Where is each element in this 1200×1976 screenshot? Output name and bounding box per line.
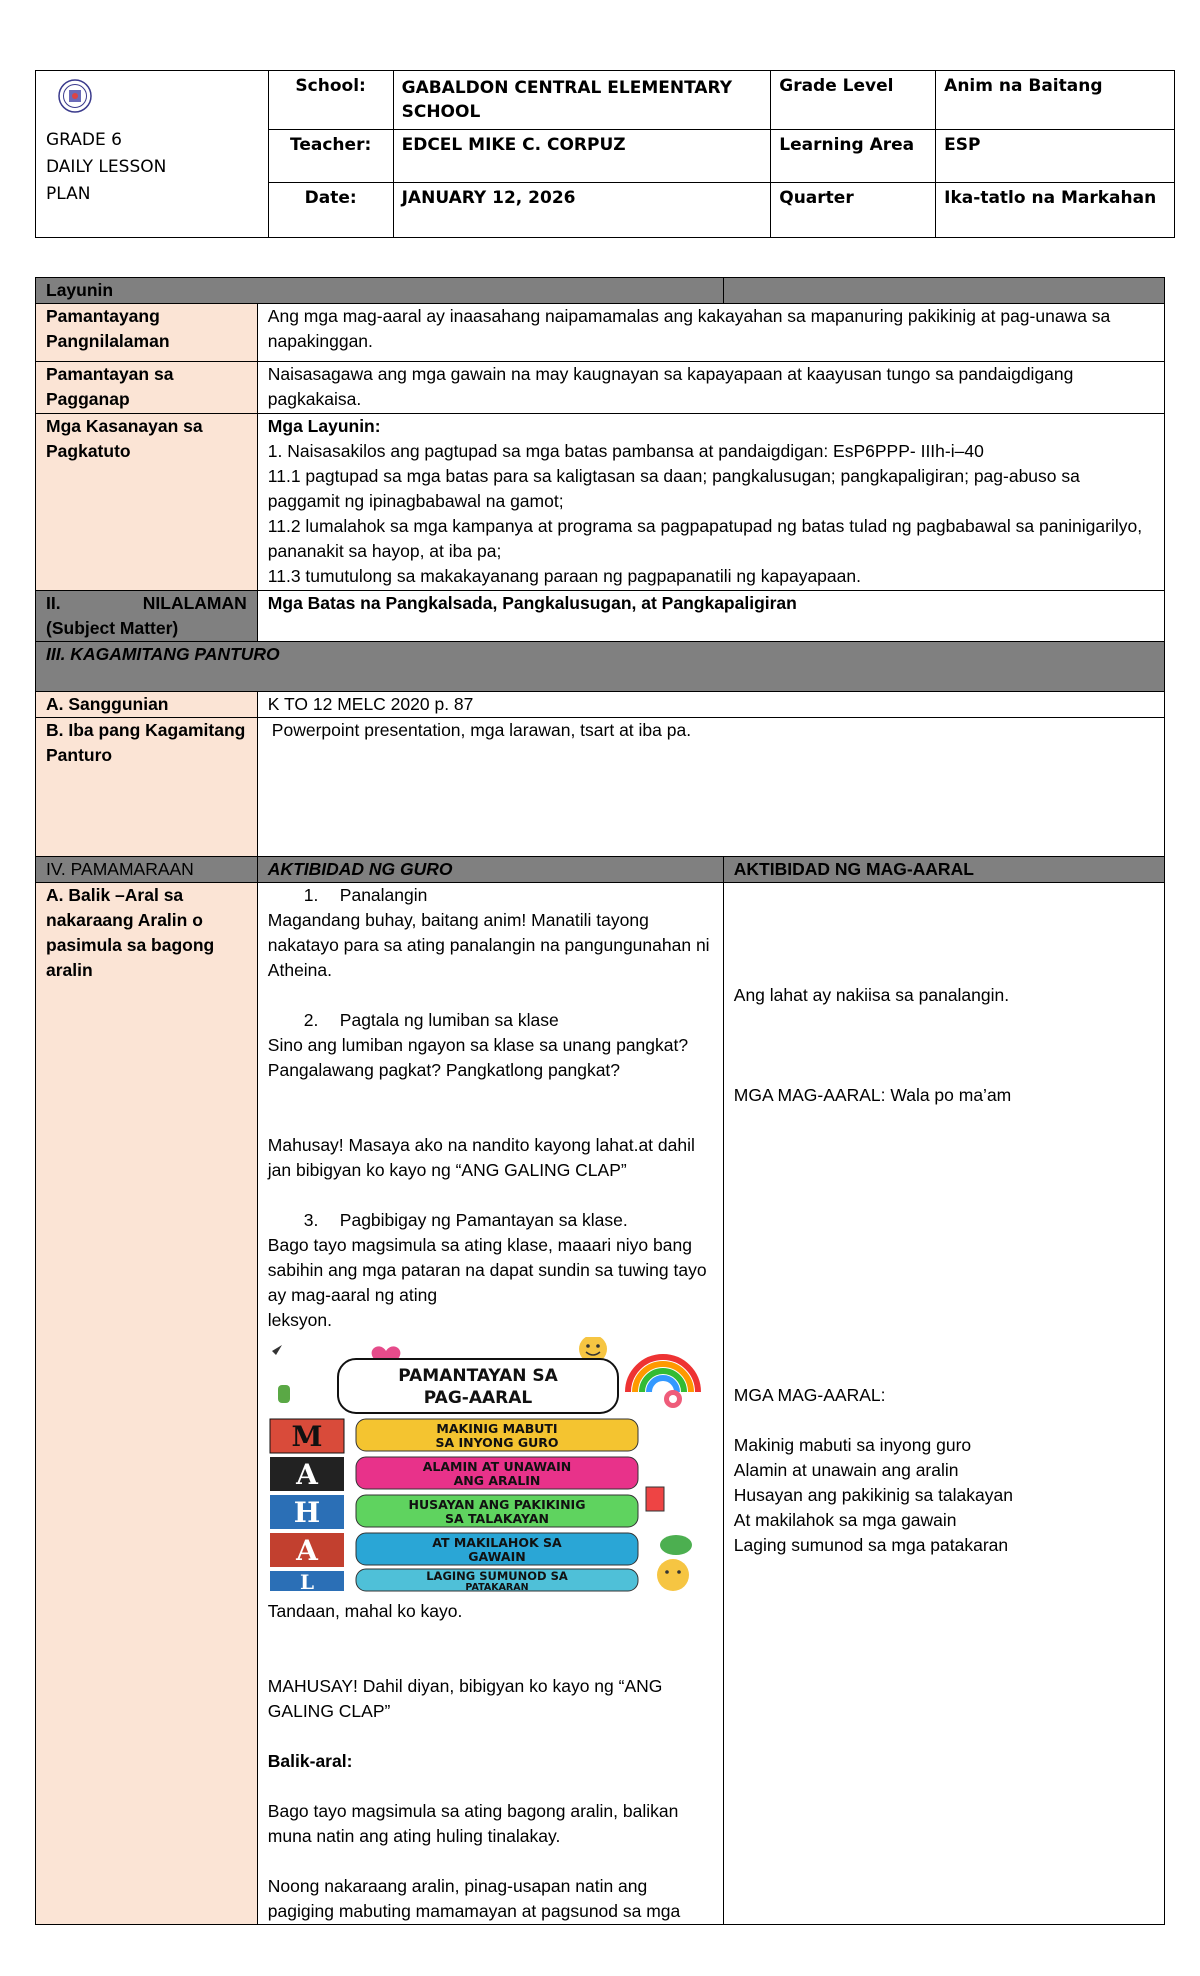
poster-letter: A xyxy=(295,1458,318,1491)
poster-letter: H xyxy=(293,1496,321,1529)
quarter-label: Quarter xyxy=(771,183,936,238)
guro-balik-aral-text: Bago tayo magsimula sa ating bagong aralin, balikan muna natin ang ating huling tinalakay. xyxy=(267,1801,679,1846)
guro-item-3: 3. Pagbibigay ng Pamantayan sa klase. xyxy=(303,1210,628,1230)
kasanayan-content xyxy=(257,414,1164,591)
book-icon xyxy=(646,1487,664,1511)
sanggunian-text: K TO 12 MELC 2020 p. 87 xyxy=(257,692,1164,718)
guro-item-3-text2: leksyon. xyxy=(267,1310,332,1330)
grade-level-value: Anim na Baitang xyxy=(936,71,1175,130)
magaaral-item: Husayan ang pakikinig sa talakayan xyxy=(733,1485,1013,1505)
poster-title-2: PAG-AARAL xyxy=(423,1388,533,1408)
pagganap-label: Pamantayan sa Pagganap xyxy=(36,362,258,414)
poster-row-line2: ANG ARALIN xyxy=(453,1473,541,1488)
guro-noong-text: Noong nakaraang aralin, pinag-usapan natin ang pagiging mabuting mamamayan at pagsunod sa mga xyxy=(267,1876,681,1921)
magaaral-panalangin: Ang lahat ay nakiisa sa panalangin. xyxy=(733,985,1010,1005)
guro-item-1: 1. Panalangin xyxy=(303,885,428,905)
kagamitan-title: III. KAGAMITANG PANTURO xyxy=(36,642,1165,692)
school-value: GABALDON CENTRAL ELEMENTARY SCHOOL xyxy=(393,71,771,130)
header-table xyxy=(35,70,1175,238)
guro-mahusay-1: Mahusay! Masaya ako na nandito kayong lahat.at dahil jan bibigyan ko kayo ng “ANG GALING CLAP” xyxy=(267,1135,695,1180)
guro-activity xyxy=(257,883,723,1925)
date-value: JANUARY 12, 2026 xyxy=(393,183,771,238)
poster-row-line2: PATAKARAN xyxy=(465,1582,529,1592)
lesson-table xyxy=(35,277,1165,1925)
sanggunian-label: A. Sanggunian xyxy=(36,692,258,718)
magaaral-item: At makilahok sa mga gawain xyxy=(733,1510,957,1530)
learning-area-value: ESP xyxy=(936,130,1175,183)
pamantayang-text: Ang mga mag-aaral ay inaasahang naipamamalas ang kakayahan sa mapanuring pakikinig at pag-unawa sa napakinggan. xyxy=(257,304,1164,362)
grade-level-label: Grade Level xyxy=(771,71,936,130)
teacher-label: Teacher: xyxy=(268,130,393,183)
kasanayan-item: 11.3 tumutulong sa makakayanang paraan ng pagpapanatili ng kapayapaan. xyxy=(267,566,861,586)
grade-label: GRADE 6 DAILY LESSON PLAN xyxy=(46,130,167,204)
pamantayan-poster xyxy=(268,1337,708,1592)
poster-row-line1: AT MAKILAHOK SA xyxy=(432,1535,562,1550)
magaaral-wala: MGA MAG-AARAL: Wala po ma’am xyxy=(733,1085,1012,1105)
school-label: School: xyxy=(268,71,393,130)
kasanayan-item: 11.1 pagtupad sa mga batas para sa kaligtasan sa daan; pangkalusugan; pangkapaligiran; pag-abuso sa paggamit ng ipinagbabawal na gamot; xyxy=(267,466,1080,511)
magaaral-activity xyxy=(723,883,1164,1925)
poster-letter: M xyxy=(291,1420,323,1453)
poster-row-line1: ALAMIN AT UNAWAIN xyxy=(422,1459,572,1474)
kasanayan-item: 1. Naisasakilos ang pagtupad sa mga batas pambansa at pandaigdigan: EsP6PPP- IIIh-i–40 xyxy=(267,441,984,461)
guro-balik-aral-title: Balik-aral: xyxy=(267,1751,353,1771)
layunin-title-blank xyxy=(723,278,1164,304)
nilalaman-label: II. NILALAMAN (Subject Matter) xyxy=(36,591,258,642)
cactus-icon xyxy=(278,1385,290,1403)
teacher-value: EDCEL MIKE C. CORPUZ xyxy=(393,130,771,183)
magaaral-item: Alamin at unawain ang aralin xyxy=(733,1460,959,1480)
poster-row-line2: SA TALAKAYAN xyxy=(444,1511,549,1526)
poster-row-line1: MAKINIG MABUTI xyxy=(436,1421,558,1436)
kasanayan-heading: Mga Layunin: xyxy=(267,416,381,436)
poster-row-line1: LAGING SUMUNOD SA xyxy=(426,1569,568,1583)
poster-title-1: PAMANTAYAN SA xyxy=(398,1366,558,1386)
quarter-value: Ika-tatlo na Markahan xyxy=(936,183,1175,238)
guro-item-1-text: Magandang buhay, baitang anim! Manatili tayong nakatayo para sa ating panalangin na pangungunahan ni Atheina. xyxy=(267,910,710,980)
magaaral-heading: MGA MAG-AARAL: xyxy=(733,1385,886,1405)
pagganap-text: Naisasagawa ang mga gawain na may kaugnayan sa kapayapaan at kaayusan tungo sa pandaigdigang pagkakaisa. xyxy=(257,362,1164,414)
poster-letter: L xyxy=(299,1570,314,1592)
magaaral-header: AKTIBIDAD NG MAG-AARAL xyxy=(723,857,1164,883)
learning-area-label: Learning Area xyxy=(771,130,936,183)
magaaral-item: Laging sumunod sa mga patakaran xyxy=(733,1535,1009,1555)
deped-seal-icon xyxy=(58,79,92,113)
nilalaman-text: Mga Batas na Pangkalsada, Pangkalusugan, at Pangkapaligiran xyxy=(257,591,1164,642)
magaaral-item: Makinig mabuti sa inyong guro xyxy=(733,1435,972,1455)
guro-item-3-text: Bago tayo magsimula sa ating klase, maaari niyo bang sabihin ang mga pataran na dapat sundin sa tuwing tayo ay mag-aaral ng ating xyxy=(267,1235,707,1305)
frog-icon xyxy=(660,1535,692,1555)
balik-label: A. Balik –Aral sa nakaraang Aralin o pasimula sa bagong aralin xyxy=(36,883,258,1925)
kasanayan-label: Mga Kasanayan sa Pagkatuto xyxy=(36,414,258,591)
guro-item-2: 2. Pagtala ng lumiban sa klase xyxy=(303,1010,559,1030)
grade-cell xyxy=(36,71,269,238)
date-label: Date: xyxy=(268,183,393,238)
poster-row-line2: GAWAIN xyxy=(468,1549,526,1564)
cat-face-icon xyxy=(657,1559,689,1591)
layunin-title: Layunin xyxy=(36,278,724,304)
pamamaraan-title: IV. PAMAMARAAN xyxy=(36,857,258,883)
flower-icon xyxy=(664,1390,682,1408)
guro-item-2-text: Sino ang lumiban ngayon sa klase sa unang pangkat? Pangalawang pagkat? Pangkatlong pangkat? xyxy=(267,1035,689,1080)
guro-header: AKTIBIDAD NG GURO xyxy=(257,857,723,883)
pamantayang-label: Pamantayang Pangnilalaman xyxy=(36,304,258,362)
iba-label: B. Iba pang Kagamitang Panturo xyxy=(36,718,258,857)
poster-row-line2: SA INYONG GURO xyxy=(435,1435,559,1450)
poster-letter: A xyxy=(295,1534,318,1567)
guro-tandaan: Tandaan, mahal ko kayo. xyxy=(267,1601,463,1621)
kasanayan-item: 11.2 lumalahok sa mga kampanya at programa sa pagpapatupad ng batas tulad ng pagbabawal sa paninigarilyo, pananakit sa hayop, at iba pa; xyxy=(267,516,1143,561)
guro-mahusay-2: MAHUSAY! Dahil diyan, bibigyan ko kayo ng “ANG GALING CLAP” xyxy=(267,1676,663,1721)
iba-text: Powerpoint presentation, mga larawan, tsart at iba pa. xyxy=(257,718,1164,857)
poster-row-line1: HUSAYAN ANG PAKIKINIG xyxy=(408,1497,586,1512)
